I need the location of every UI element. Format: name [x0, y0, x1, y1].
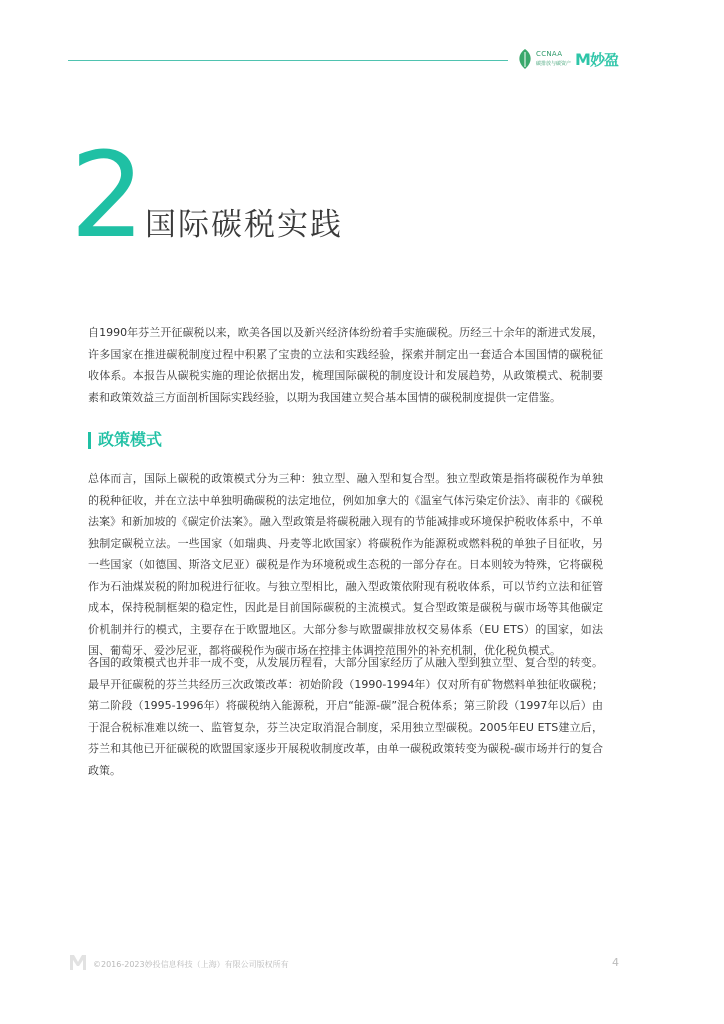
body-paragraph-1: 总体而言，国际上碳税的政策模式分为三种：独立型、融入型和复合型。独立型政策是指将碳税作为单独的税种征收，并在立法中单独明确碳税的法定地位，例如加拿大的《温室气体污染定价法》、南非的《碳税法案》和新加坡的《碳定价法案》。融入型政策是将碳税融入现有的节能减排或环境保护税收体系中，不单独制定碳税立法。一些国家（如瑞典、丹麦等北欧国家）将碳税作为能源税或燃料税的单独子目征收，另一些国家（如德国、斯洛文尼亚）碳税是作为环境税或生态税的一部分存在。日本则较为特殊，它将碳税作为石油煤炭税的附加税进行征收。与独立型相比，融入型政策依附现有税收体系，可以节约立法和征管成本，保持税制框架的稳定性，因此是目前国际碳税的主流模式。复合型政策是碳税与碳市场等其他碳定价机制并行的模式，主要存在于欧盟地区。大部分参与欧盟碳排放权交易体系（EU ETS）的国家，如法国、葡萄牙、爱沙尼亚，都将碳税作为碳市场在控排主体调控范围外的补充机制，优化税负模式。	[88, 472, 603, 657]
chapter-title: 国际碳税实践	[145, 207, 343, 243]
section-accent-bar	[88, 432, 91, 449]
chapter-number: 2	[70, 126, 146, 264]
header-divider	[68, 60, 508, 61]
page-number: 4	[612, 956, 619, 969]
section-title: 政策模式	[98, 430, 163, 449]
miaoying-logo	[575, 50, 625, 70]
intro-paragraph: 自1990年芬兰开征碳税以来，欧美各国以及新兴经济体纷纷着手实施碳税。历经三十余年的渐进式发展，许多国家在推进碳税制度过程中积累了宝贵的立法和实践经验，探索并制定出一套适合本国国情的碳税征收体系。本报告从碳税实施的理论依据出发，梳理国际碳税的制度设计和发展趋势，从政策模式、税制要素和政策效益三方面剖析国际实践经验，以期为我国建立契合基本国情的碳税制度提供一定借鉴。	[88, 326, 603, 404]
ccnaa-logo-text: CCNAA	[536, 50, 563, 58]
brand-logo-text: 妙盈	[590, 51, 619, 69]
footer-copyright: ©2016-2023妙投信息科技（上海）有限公司版权所有	[93, 960, 289, 969]
brand-m-icon: M	[575, 50, 591, 69]
leaf-icon	[516, 48, 534, 70]
ccnaa-logo-subtitle: 碳排放与碳资产	[536, 61, 572, 67]
ccnaa-logo	[516, 48, 572, 74]
body-paragraph-2: 各国的政策模式也并非一成不变，从发展历程看，大部分国家经历了从融入型到独立型、复合型的转变。最早开征碳税的芬兰共经历三次政策改革：初始阶段（1990-1994年）仅对所有矿物燃料单独征收碳税；第二阶段（1995-1996年）将碳税纳入能源税，开启“能源-碳”混合税体系；第三阶段（1997年以后）由于混合税标准难以统一、监管复杂，芬兰决定取消混合制度，采用独立型碳税。2005年EU ETS建立后，芬兰和其他已开征碳税的欧盟国家逐步开展税收制度改革，由单一碳税政策转变为碳税-碳市场并行的复合政策。	[88, 656, 603, 777]
footer-m-logo-icon	[68, 952, 88, 972]
